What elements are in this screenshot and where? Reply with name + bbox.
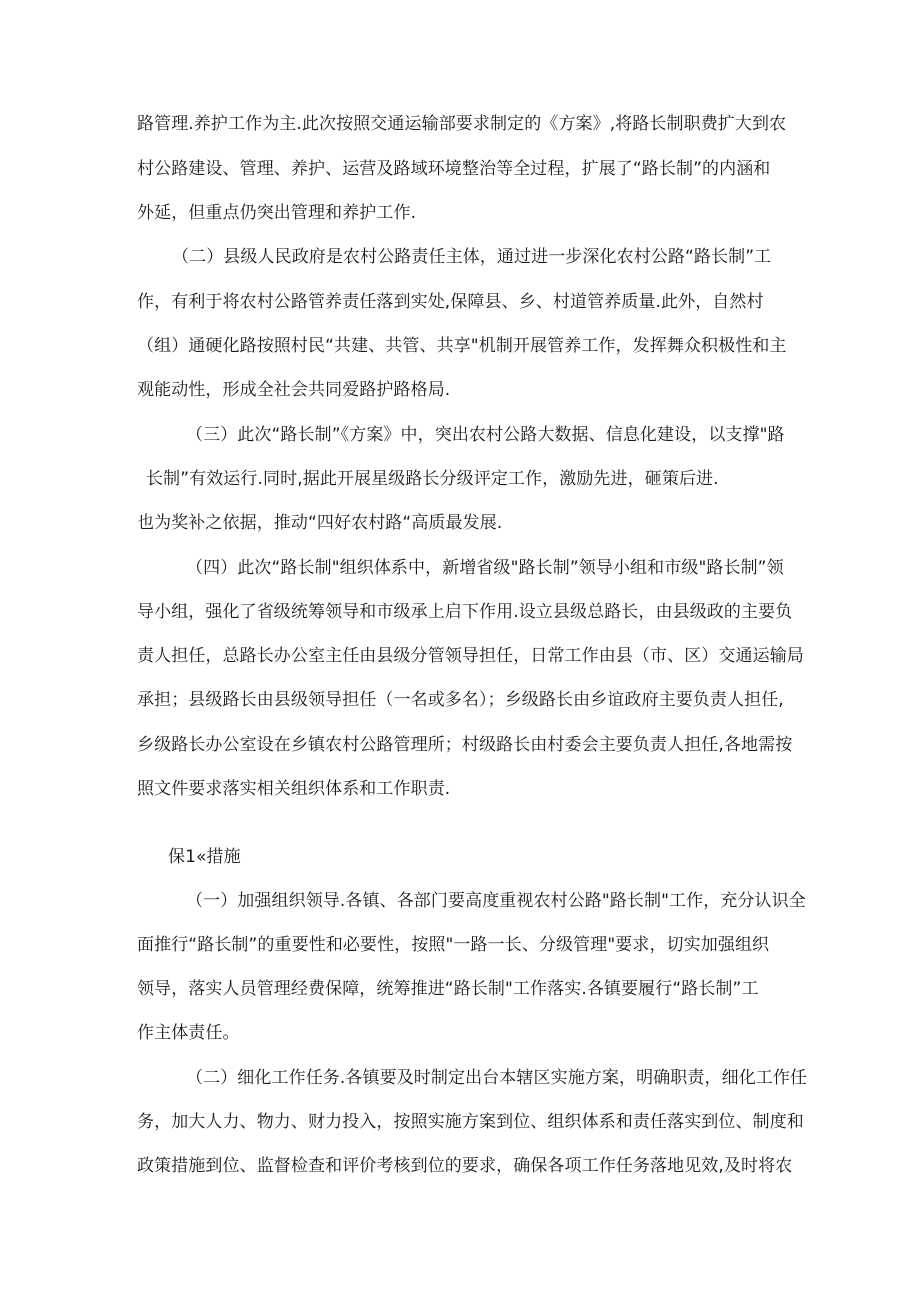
text-line: 面推行“路长制”的重要性和必要性，按照"一路一长、分级管理"要求，切实加强组织 [137,935,770,955]
text-line: 外延，但重点仍突出管理和养护工作. [137,203,417,223]
text-line: 也为奖补之依据，推动“四好农村路“高质最发展. [137,513,503,533]
text-line: 责人担任，总路长办公室主任由县级分管领导担任，日常工作由县（市、区）交通运输局 [137,646,804,666]
section-heading: 保1«措施 [168,847,241,867]
paragraph-start-line: （二）县级人民政府是农村公路责任主体，通过进一步深化农村公路“路长制”工 [172,247,772,267]
text-line: 观能动性，形成全社会共同爱路护路格局. [137,380,451,400]
text-line: 长制”有效运行.同时,据此开展星级路长分级评定工作，激励先进，砸策后进. [146,469,719,489]
paragraph-start-line: （二）细化工作任务.各镇要及时制定出台本辖区实施方案，明确职责，细化工作任 [186,1068,808,1088]
text-line: 政策措施到位、监督检查和评价考核到位的要求，确保各项工作任务落地见效,及时将农 [137,1156,793,1176]
paragraph-start-line: （四）此次“路长制"组织体系中，新增省级"路长制”领导小组和市级"路长制”领 [186,558,784,578]
text-line: 照文件要求落实相关组织体系和工作职责. [137,779,451,799]
text-line: 路管理.养护工作为主.此次按照交通运输部要求制定的《方案》,将路长制职费扩大到农 [137,114,787,134]
text-line: （组）通硬化路按照村民“共建、共管、共享"机制开展管养工作，发挥舞众积极性和主 [137,336,787,356]
text-line: 乡级路长办公室设在乡镇农村公路管理所；村级路长由村委会主要负责人担任,各地需按 [137,735,793,755]
paragraph-start-line: （一）加强组织领导.各镇、各部门要高度重视农村公路"路长制"工作，充分认识全 [186,891,806,911]
text-line: 作，有利于将农村公路管养责任落到实处,保障县、乡、村道管养质量.此外，自然村 [137,292,764,312]
text-line: 导小组，强化了省级统筹领导和市级承上启下作用.设立县级总路长，由县级政的主要负 [137,602,793,622]
text-line: 承担；县级路长由县级领导担任（一名或多名）；乡级路长由乡谊政府主要负责人担任, [137,690,784,710]
text-line: 领导，落实人员管理经费保障，统筹推进“路长制"工作落实.各镇要履行“路长制”工 [137,979,759,999]
text-line: 务，加大人力、物力、财力投入，按照实施方案到位、组织体系和责任落实到位、制度和 [137,1112,804,1132]
text-line: 作主体责任。 [137,1023,240,1043]
text-line: 村公路建设、管理、养护、运营及路域环境整治等全过程，扩展了“路长制”的内涵和 [137,159,771,179]
paragraph-start-line: （三）此次“路长制”《方案》中，突出农村公路大数据、信息化建设，以支撑"路 [186,425,785,445]
